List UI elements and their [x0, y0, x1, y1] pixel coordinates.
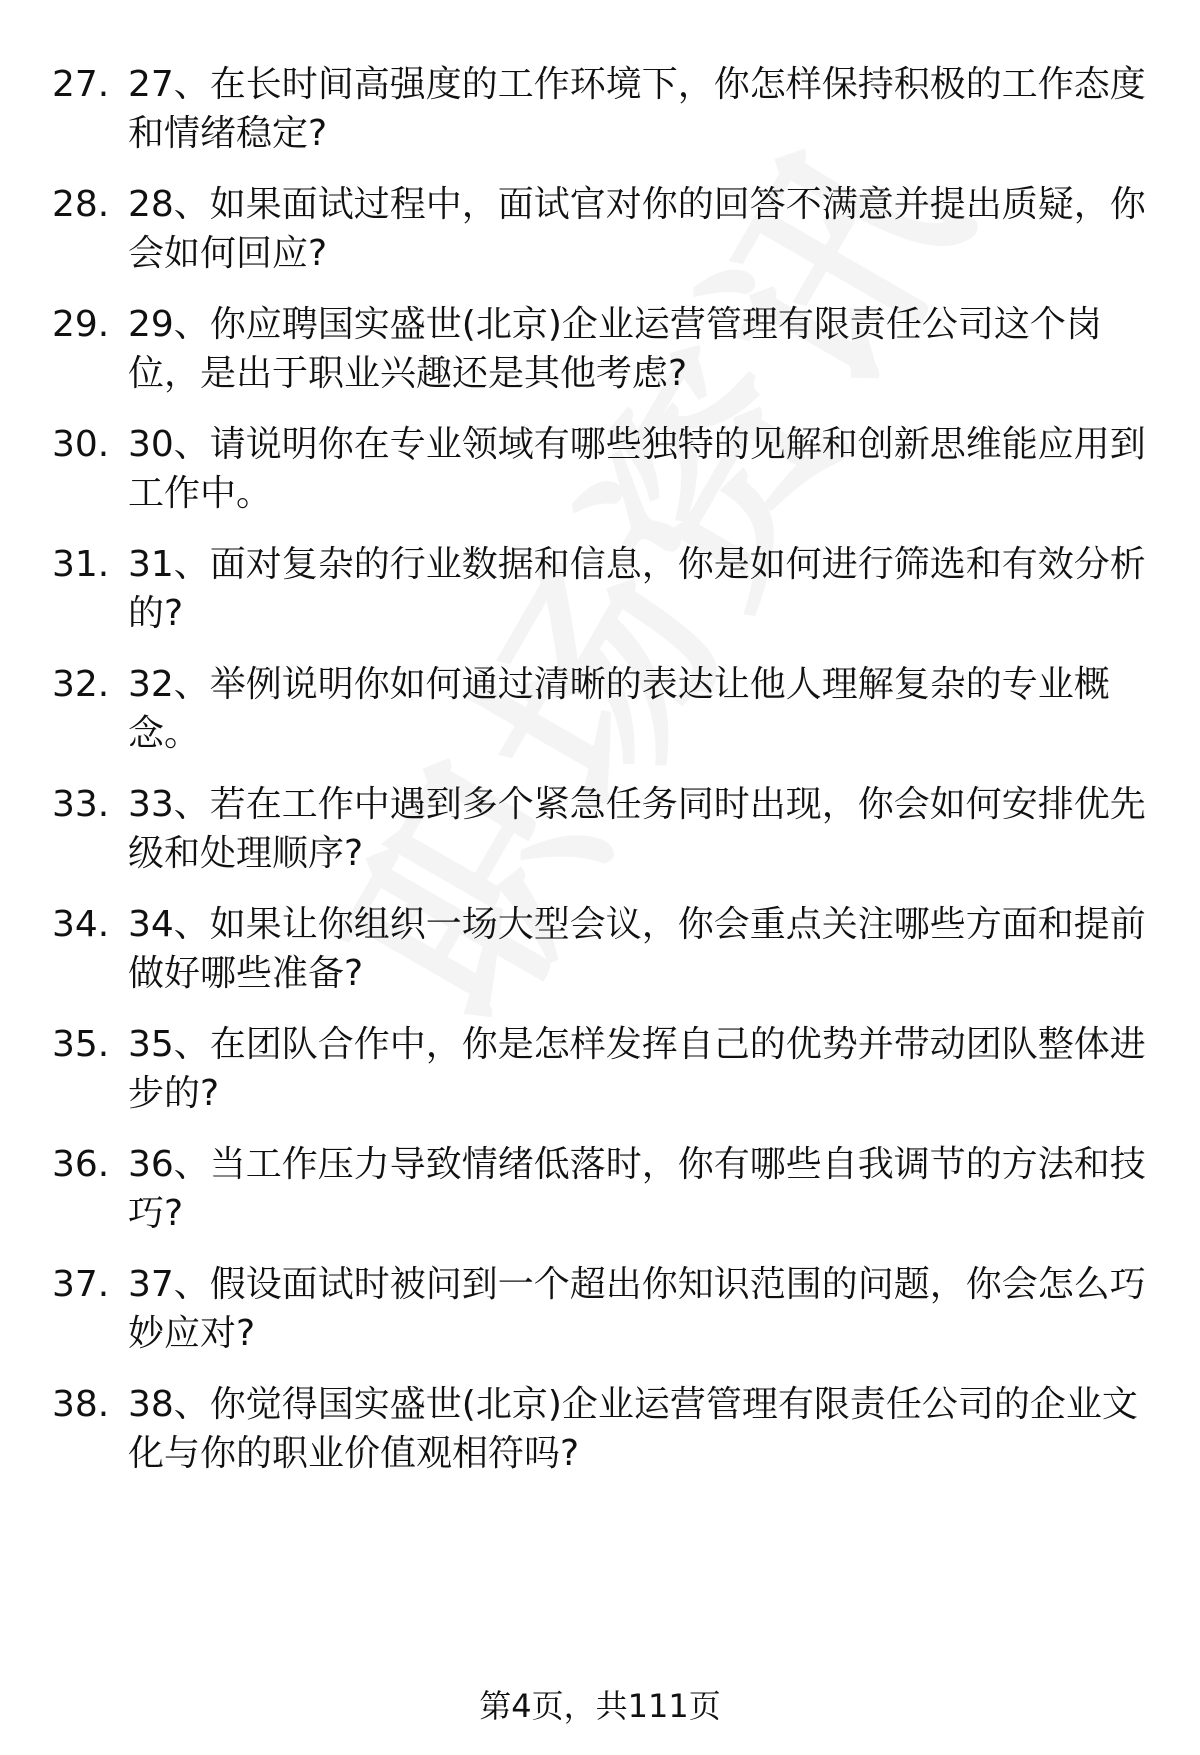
item-text-line: 33、若在工作中遇到多个紧急任务同时出现，你会如何安排优先 — [128, 784, 1146, 825]
item-text — [128, 780, 1158, 878]
item-text-line: 化与你的职业价值观相符吗? — [128, 1433, 580, 1474]
item-text-line: 和情绪稳定? — [128, 113, 328, 154]
item-number: 34. — [52, 904, 110, 945]
item-text-line: 34、如果让你组织一场大型会议，你会重点关注哪些方面和提前 — [128, 904, 1146, 945]
item-text — [128, 660, 1158, 758]
item-text-line: 做好哪些准备? — [128, 953, 364, 994]
item-number: 37. — [52, 1264, 110, 1305]
item-number: 27. — [52, 64, 110, 105]
item-number: 33. — [52, 784, 110, 825]
item-text — [128, 420, 1158, 518]
item-text — [128, 60, 1158, 158]
item-text — [128, 540, 1158, 638]
item-text-line: 36、当工作压力导致情绪低落时，你有哪些自我调节的方法和技 — [128, 1144, 1146, 1185]
item-text-line: 位，是出于职业兴趣还是其他考虑? — [128, 353, 688, 394]
item-number: 29. — [52, 304, 110, 345]
item-text-line: 级和处理顺序? — [128, 833, 364, 874]
item-text — [128, 180, 1158, 278]
page-footer: 第4页，共111页 — [479, 1687, 721, 1725]
item-text-line: 妙应对? — [128, 1313, 256, 1354]
item-text-line: 会如何回应? — [128, 233, 328, 274]
item-number: 28. — [52, 184, 110, 225]
item-text-line: 巧? — [128, 1193, 184, 1234]
item-text-line: 38、你觉得国实盛世(北京)企业运营管理有限责任公司的企业文 — [128, 1384, 1138, 1425]
item-text-line: 32、举例说明你如何通过清晰的表达让他人理解复杂的专业概 — [128, 664, 1110, 705]
item-number: 35. — [52, 1024, 110, 1065]
item-text-line: 35、在团队合作中，你是怎样发挥自己的优势并带动团队整体进 — [128, 1024, 1146, 1065]
item-text-line: 37、假设面试时被问到一个超出你知识范围的问题，你会怎么巧 — [128, 1264, 1146, 1305]
item-number: 30. — [52, 424, 110, 465]
item-text — [128, 300, 1158, 398]
item-text-line: 29、你应聘国实盛世(北京)企业运营管理有限责任公司这个岗 — [128, 304, 1102, 345]
item-text — [128, 900, 1158, 998]
item-number: 36. — [52, 1144, 110, 1185]
item-number: 31. — [52, 544, 110, 585]
item-text-line: 31、面对复杂的行业数据和信息，你是如何进行筛选和有效分析 — [128, 544, 1146, 585]
item-text-line: 30、请说明你在专业领域有哪些独特的见解和创新思维能应用到 — [128, 424, 1146, 465]
item-text-line: 28、如果面试过程中，面试官对你的回答不满意并提出质疑，你 — [128, 184, 1146, 225]
item-text-line: 的? — [128, 593, 184, 634]
item-text-line: 27、在长时间高强度的工作环境下，你怎样保持积极的工作态度 — [128, 64, 1146, 105]
item-text-line: 念。 — [128, 713, 201, 754]
item-text — [128, 1260, 1158, 1358]
item-text — [128, 1140, 1158, 1238]
item-text — [128, 1380, 1158, 1478]
item-text-line: 工作中。 — [128, 473, 273, 514]
item-text — [128, 1020, 1158, 1118]
item-number: 38. — [52, 1384, 110, 1425]
item-number: 32. — [52, 664, 110, 705]
item-text-line: 步的? — [128, 1073, 220, 1114]
